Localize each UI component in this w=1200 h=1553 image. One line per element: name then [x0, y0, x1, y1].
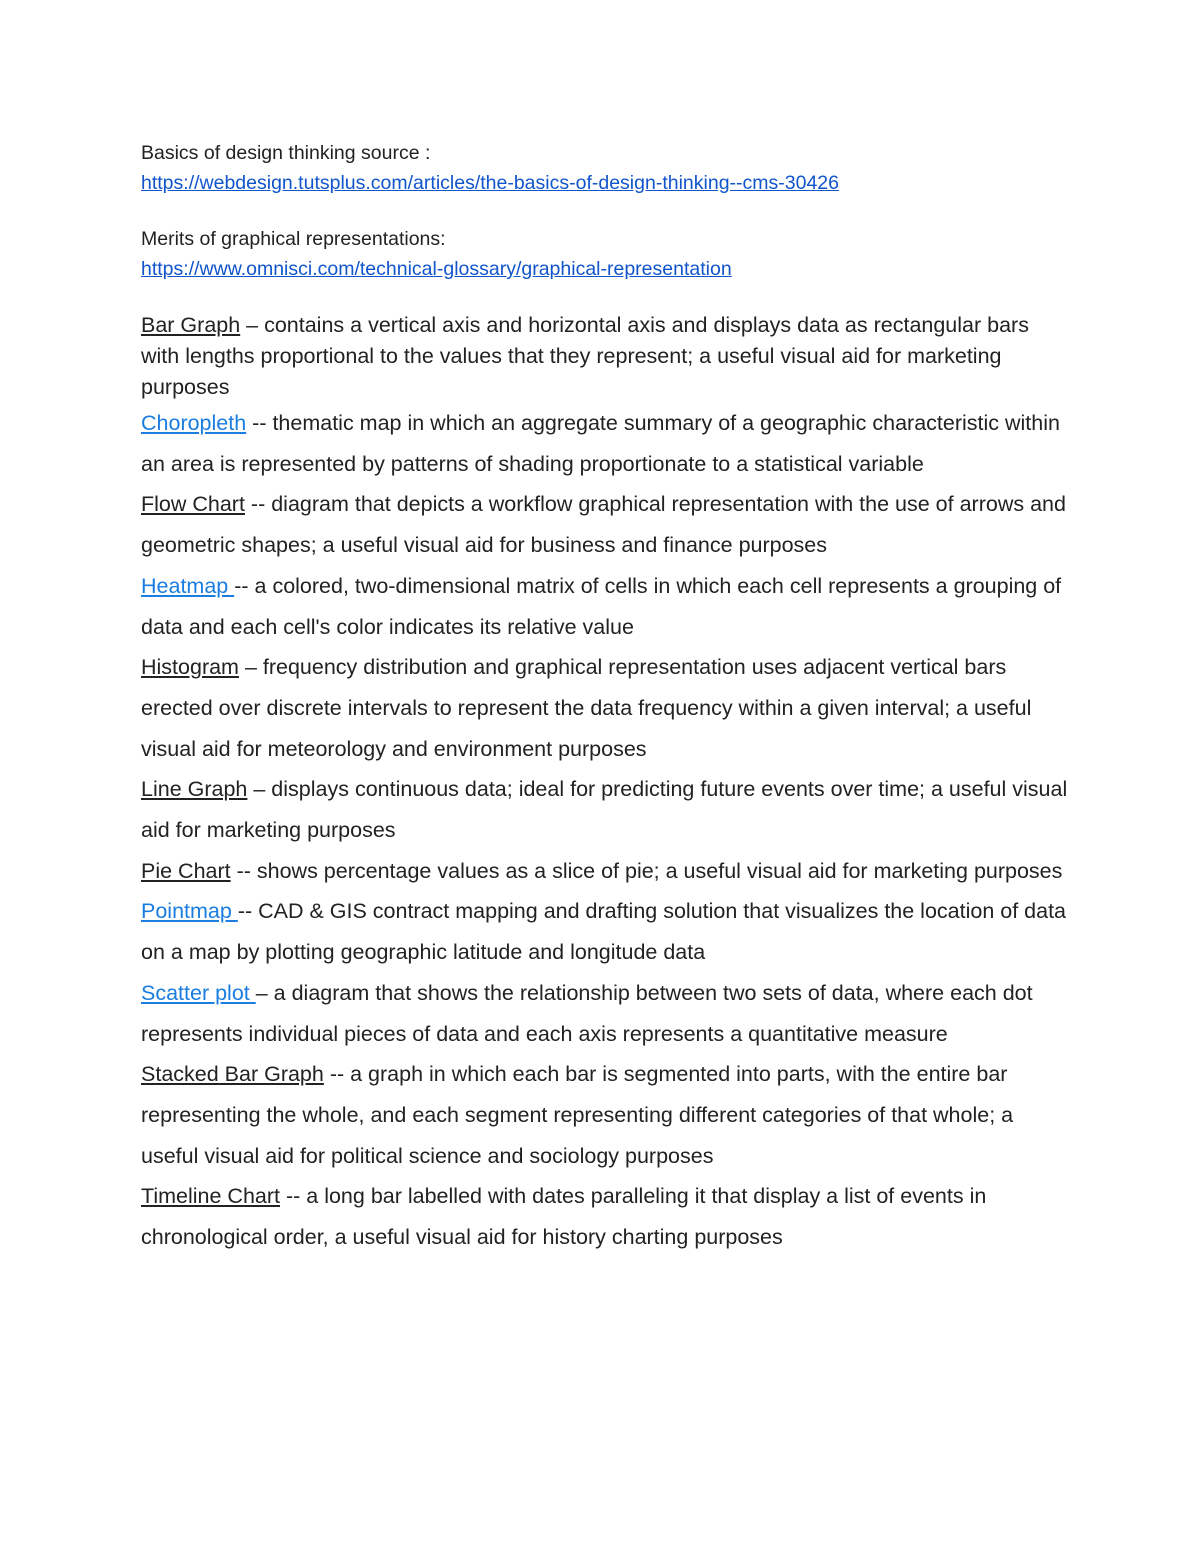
desc-line-graph: – displays continuous data; ideal for predicting future events over time; a useful visual aid for marketing purposes: [141, 777, 1068, 843]
desc-flow-chart: -- diagram that depicts a workflow graphical representation with the use of arrows and geometric shapes; a useful visual aid for business and finance purposes: [141, 492, 1066, 558]
spacer: [141, 198, 1071, 224]
term-stacked-bar-graph[interactable]: Stacked Bar Graph: [141, 1062, 324, 1087]
term-histogram[interactable]: Histogram: [141, 655, 239, 680]
term-pie-chart[interactable]: Pie Chart: [141, 858, 231, 883]
desc-choropleth: -- thematic map in which an aggregate summary of a geographic characteristic within an area is represented by patterns of shading proportionate to a statistical variable: [141, 411, 1060, 476]
term-choropleth[interactable]: Choropleth: [141, 411, 247, 435]
document-page: [141, 138, 1071, 1258]
entry-stacked-bar-graph: [141, 1054, 1071, 1176]
merits-url-line: [141, 254, 1071, 284]
entry-heatmap: [141, 566, 1071, 647]
entry-histogram: [141, 647, 1071, 769]
desc-bar-graph: – contains a vertical axis and horizontal axis and displays data as rectangular bars with lengths proportional to the values that they represent; a useful visual aid for marketing purposes: [141, 313, 1029, 399]
entry-flow-chart: [141, 484, 1071, 565]
term-line-graph[interactable]: Line Graph: [141, 777, 248, 802]
desc-scatter-plot: – a diagram that shows the relationship between two sets of data, where each dot represents individual pieces of data and each axis represents a quantitative measure: [141, 980, 1033, 1046]
merits-link[interactable]: https://www.omnisci.com/technical-glossary/graphical-representation: [141, 258, 732, 280]
entry-scatter-plot: [141, 973, 1071, 1054]
merits-label: Merits of graphical representations:: [141, 228, 446, 250]
design-thinking-link[interactable]: https://webdesign.tutsplus.com/articles/the-basics-of-design-thinking--cms-30426: [141, 172, 839, 194]
term-bar-graph[interactable]: Bar Graph: [141, 313, 241, 337]
term-timeline-chart[interactable]: Timeline Chart: [141, 1184, 280, 1209]
desc-pointmap: -- CAD & GIS contract mapping and drafting solution that visualizes the location of data on a map by plotting geographic latitude and longitude data: [141, 899, 1067, 965]
entry-choropleth: [141, 403, 1071, 484]
entry-bar-graph: [141, 310, 1071, 403]
entry-pie-chart: [141, 851, 1071, 892]
design-thinking-url-line: [141, 168, 1071, 198]
entry-line-graph: [141, 769, 1071, 850]
desc-timeline-chart: -- a long bar labelled with dates paralleling it that display a list of events in chronological order, a useful visual aid for history charting purposes: [141, 1184, 987, 1250]
term-flow-chart[interactable]: Flow Chart: [141, 492, 245, 517]
desc-pie-chart: -- shows percentage values as a slice of pie; a useful visual aid for marketing purposes: [230, 858, 1063, 883]
desc-histogram: – frequency distribution and graphical representation uses adjacent vertical bars erected over discrete intervals to represent the data frequency within a given interval; a useful visual aid for meteorology and environment purposes: [141, 655, 1032, 761]
desc-heatmap: -- a colored, two-dimensional matrix of cells in which each cell represents a grouping of data and each cell's color indicates its relative value: [141, 573, 1062, 639]
design-thinking-label: Basics of design thinking source :: [141, 142, 431, 164]
entry-timeline-chart: [141, 1176, 1071, 1257]
term-heatmap[interactable]: Heatmap: [141, 573, 235, 598]
spacer: [141, 284, 1071, 310]
desc-stacked-bar-graph: -- a graph in which each bar is segmented into parts, with the entire bar representing the whole, and each segment representing different categories of that whole; a useful visual aid for political science and sociology purposes: [141, 1062, 1014, 1168]
term-pointmap[interactable]: Pointmap: [141, 899, 238, 924]
entry-pointmap: [141, 891, 1071, 972]
term-scatter-plot[interactable]: Scatter plot: [141, 980, 256, 1005]
